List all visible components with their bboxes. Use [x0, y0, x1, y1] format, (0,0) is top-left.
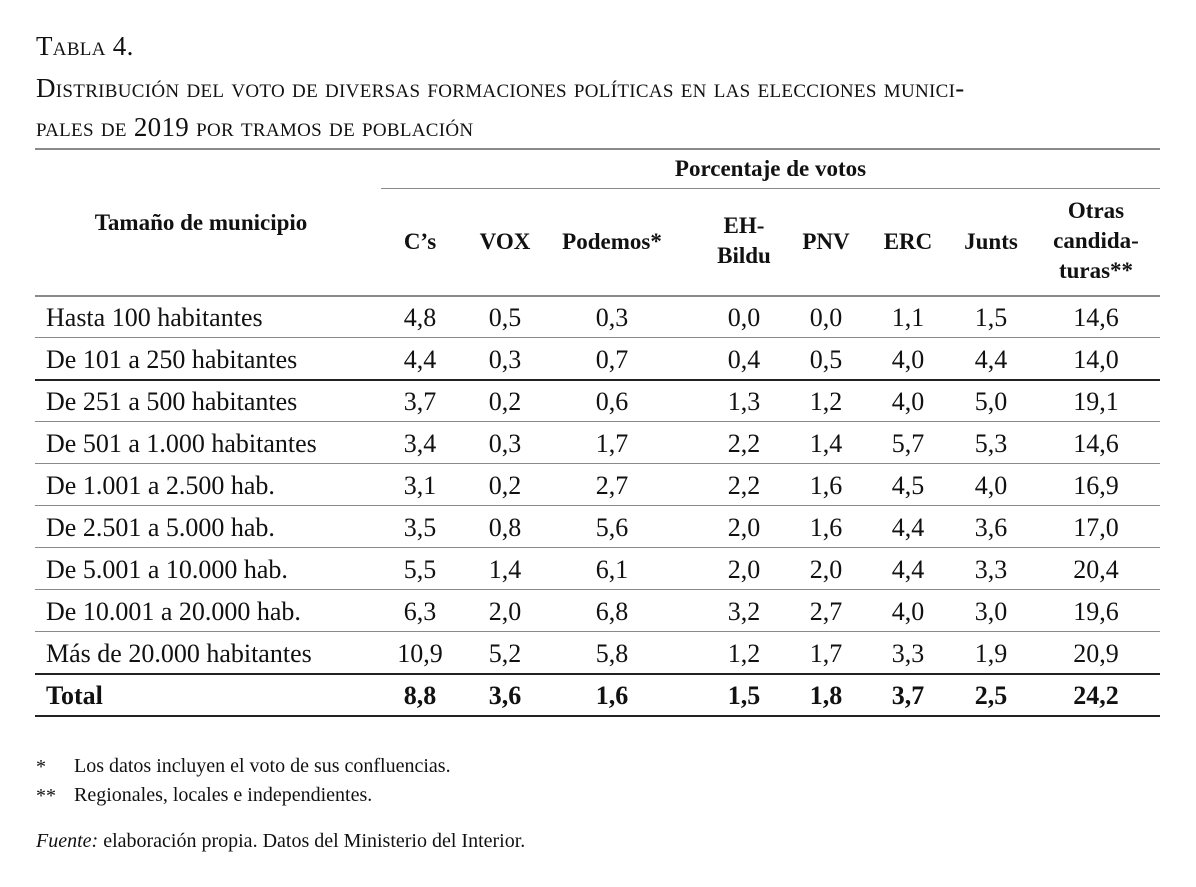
- cell-value: 4,4: [891, 555, 925, 584]
- column-header-line: Junts: [964, 229, 1018, 254]
- row-label: De 1.001 a 2.500 hab.: [46, 471, 275, 500]
- cell-value: 1,7: [809, 639, 843, 668]
- cell-value: 0,2: [488, 387, 522, 416]
- cell-value: 5,3: [974, 429, 1008, 458]
- row-rule: [35, 505, 1160, 506]
- footnote-text: Los datos incluyen el voto de sus confluencias.: [74, 755, 451, 777]
- cell-value: 14,6: [1073, 429, 1119, 458]
- group-header-rule: [381, 188, 1160, 189]
- cell-value: 19,1: [1073, 387, 1119, 416]
- cell-value: 1,1: [891, 303, 925, 332]
- row-label: Hasta 100 habitantes: [46, 303, 263, 332]
- row-rule: [35, 715, 1160, 717]
- cell-value: 3,0: [974, 597, 1008, 626]
- cell-value: 2,0: [727, 513, 761, 542]
- cell-value: 0,5: [809, 345, 843, 374]
- cell-value: 20,4: [1073, 555, 1119, 584]
- cell-value: 1,8: [809, 681, 843, 710]
- cell-value: 4,0: [974, 471, 1008, 500]
- cell-value: 19,6: [1073, 597, 1119, 626]
- cell-value: 5,8: [595, 639, 629, 668]
- cell-value: 1,7: [595, 429, 629, 458]
- row-rule: [35, 421, 1160, 422]
- cell-value: 3,6: [488, 681, 522, 710]
- cell-value: 6,3: [403, 597, 437, 626]
- cell-value: 0,3: [488, 429, 522, 458]
- cell-value: 20,9: [1073, 639, 1119, 668]
- column-header-line: C’s: [403, 229, 437, 254]
- cell-value: 1,2: [727, 639, 761, 668]
- column-header: [931, 227, 1051, 257]
- row-label: De 501 a 1.000 habitantes: [46, 429, 317, 458]
- cell-value: 2,2: [727, 429, 761, 458]
- table-label: Tabla 4.: [36, 31, 134, 61]
- cell-value: 4,0: [891, 387, 925, 416]
- cell-value: 0,3: [488, 345, 522, 374]
- row-rule: [35, 589, 1160, 590]
- cell-value: 6,8: [595, 597, 629, 626]
- footnote-text: Regionales, locales e independientes.: [74, 784, 373, 806]
- column-header: [1036, 196, 1156, 286]
- cell-value: 0,7: [595, 345, 629, 374]
- source-note: [36, 831, 525, 851]
- row-header: Tamaño de municipio: [94, 210, 308, 235]
- cell-value: 0,6: [595, 387, 629, 416]
- cell-value: 0,8: [488, 513, 522, 542]
- cell-value: 0,2: [488, 471, 522, 500]
- cell-value: 1,5: [974, 303, 1008, 332]
- cell-value: 1,4: [809, 429, 843, 458]
- table-top-rule: [35, 148, 1160, 150]
- footnote-mark: *: [36, 756, 46, 778]
- cell-value: 1,6: [809, 471, 843, 500]
- cell-value: 5,7: [891, 429, 925, 458]
- cell-value: 14,0: [1073, 345, 1119, 374]
- column-header: [445, 227, 565, 257]
- column-header-line: turas**: [1058, 258, 1134, 283]
- cell-value: 1,4: [488, 555, 522, 584]
- cell-value: 2,2: [727, 471, 761, 500]
- cell-value: 4,4: [403, 345, 437, 374]
- cell-value: 3,5: [403, 513, 437, 542]
- cell-value: 3,7: [891, 681, 925, 710]
- cell-value: 3,2: [727, 597, 761, 626]
- cell-value: 4,4: [891, 513, 925, 542]
- cell-value: 1,2: [809, 387, 843, 416]
- row-label: De 10.001 a 20.000 hab.: [46, 597, 301, 626]
- column-header-line: PNV: [802, 229, 850, 254]
- cell-value: 2,7: [595, 471, 629, 500]
- row-label: Más de 20.000 habitantes: [46, 639, 312, 668]
- column-header-line: candida-: [1053, 228, 1139, 253]
- cell-value: 5,0: [974, 387, 1008, 416]
- cell-value: 0,0: [809, 303, 843, 332]
- cell-value: 4,8: [403, 303, 437, 332]
- cell-value: 3,3: [974, 555, 1008, 584]
- cell-value: 2,7: [809, 597, 843, 626]
- cell-value: 1,6: [595, 681, 629, 710]
- cell-value: 0,4: [727, 345, 761, 374]
- cell-value: 2,0: [727, 555, 761, 584]
- source-text: elaboración propia. Datos del Ministerio del Interior.: [98, 830, 526, 852]
- table-title-line-2: pales de 2019 por tramos de población: [36, 112, 474, 142]
- cell-value: 3,7: [403, 387, 437, 416]
- cell-value: 16,9: [1073, 471, 1119, 500]
- cell-value: 2,5: [974, 681, 1008, 710]
- cell-value: 6,1: [595, 555, 629, 584]
- cell-value: 8,8: [403, 681, 437, 710]
- row-label: Total: [46, 681, 103, 710]
- footnote-mark: **: [36, 785, 56, 807]
- cell-value: 3,6: [974, 513, 1008, 542]
- cell-value: 4,4: [974, 345, 1008, 374]
- row-label: De 101 a 250 habitantes: [46, 345, 298, 374]
- cell-value: 17,0: [1073, 513, 1119, 542]
- cell-value: 10,9: [397, 639, 443, 668]
- cell-value: 4,5: [891, 471, 925, 500]
- cell-value: 4,0: [891, 597, 925, 626]
- cell-value: 14,6: [1073, 303, 1119, 332]
- row-label: De 251 a 500 habitantes: [46, 387, 298, 416]
- cell-value: 3,4: [403, 429, 437, 458]
- cell-value: 3,1: [403, 471, 437, 500]
- cell-value: 3,3: [891, 639, 925, 668]
- cell-value: 1,6: [809, 513, 843, 542]
- cell-value: 5,2: [488, 639, 522, 668]
- cell-value: 0,3: [595, 303, 629, 332]
- cell-value: 1,5: [727, 681, 761, 710]
- column-header-line: EH-: [723, 213, 765, 238]
- cell-value: 2,0: [809, 555, 843, 584]
- row-rule: [35, 631, 1160, 632]
- group-header: Porcentaje de votos: [674, 156, 867, 181]
- cell-value: 1,3: [727, 387, 761, 416]
- cell-value: 4,0: [891, 345, 925, 374]
- cell-value: 5,5: [403, 555, 437, 584]
- cell-value: 0,5: [488, 303, 522, 332]
- row-rule: [35, 547, 1160, 548]
- row-rule: [35, 337, 1160, 338]
- column-header-line: Otras: [1067, 198, 1125, 223]
- cell-value: 24,2: [1073, 681, 1119, 710]
- row-label: De 5.001 a 10.000 hab.: [46, 555, 288, 584]
- cell-value: 0,0: [727, 303, 761, 332]
- row-label: De 2.501 a 5.000 hab.: [46, 513, 275, 542]
- cell-value: 1,9: [974, 639, 1008, 668]
- column-header-line: ERC: [883, 229, 933, 254]
- cell-value: 5,6: [595, 513, 629, 542]
- column-header: [552, 227, 672, 257]
- column-header-line: Bildu: [717, 243, 771, 268]
- column-header-line: VOX: [479, 229, 531, 254]
- column-header-line: Podemos*: [562, 229, 662, 254]
- cell-value: 2,0: [488, 597, 522, 626]
- table-title-line-1: Distribución del voto de diversas formaciones políticas en las elecciones munici-: [36, 73, 965, 103]
- source-label: Fuente:: [36, 830, 99, 852]
- row-rule: [35, 463, 1160, 464]
